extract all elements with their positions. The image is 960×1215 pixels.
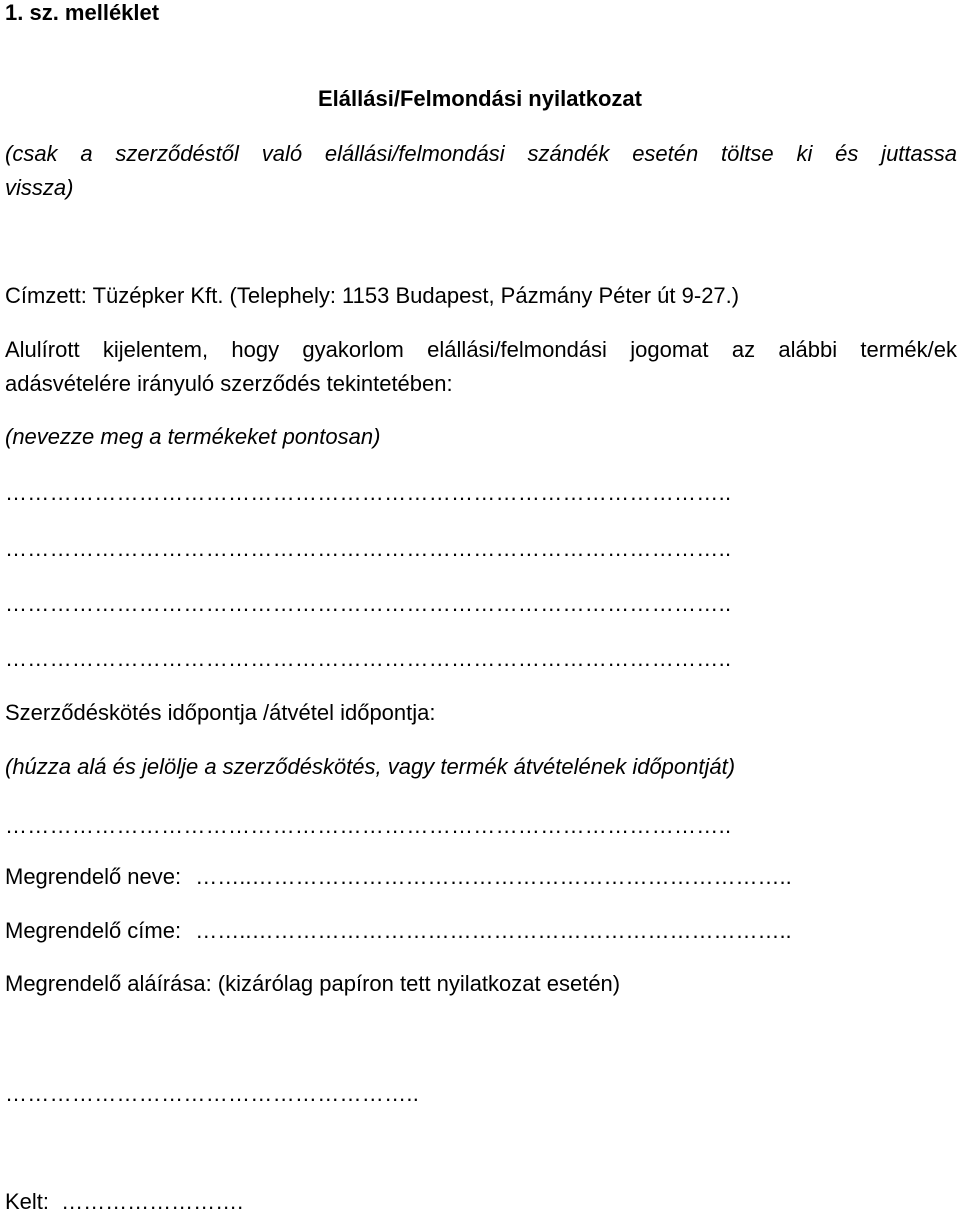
product-field-2[interactable]: …………………………………………………………………………………….. [5,536,732,561]
statement-paragraph [5,333,957,401]
statement-line-1: Alulírott kijelentem, hogy gyakorlom elállási/felmondási jogomat az alábbi termék/ek [5,337,957,362]
customer-address-row [5,918,792,944]
subtitle-line-1: (csak a szerződéstől való elállási/felmondási szándék esetén töltse ki és juttassa [5,141,957,166]
products-hint: (nevezze meg a termékeket pontosan) [5,424,381,449]
form-subtitle [5,137,957,205]
customer-address-label: Megrendelő címe: [5,918,182,943]
contract-date-field[interactable]: …………………………………………………………………………………….. [5,813,732,838]
customer-name-row [5,864,792,890]
customer-address-field[interactable]: ……..……………………………………………………………….. [195,918,792,943]
product-field-3[interactable]: …………………………………………………………………………………….. [5,591,732,616]
addressee-line: Címzett: Tüzépker Kft. (Telephely: 1153 Budapest, Pázmány Péter út 9-27.) [5,283,740,308]
contract-date-hint: (húzza alá és jelölje a szerződéskötés, vagy termék átvételének időpontját) [5,754,736,779]
date-field[interactable]: ……………………. [61,1189,244,1214]
form-title: Elállási/Felmondási nyilatkozat [318,86,642,111]
date-label: Kelt: [5,1189,50,1214]
contract-date-label: Szerződéskötés időpontja /átvétel időpontja: [5,700,436,725]
product-field-1[interactable]: …………………………………………………………………………………….. [5,480,732,505]
subtitle-line-2: vissza) [5,175,74,200]
statement-line-2: adásvételére irányuló szerződés tekintetében: [5,371,453,396]
appendix-label: 1. sz. melléklet [5,0,160,25]
date-row [5,1189,243,1215]
signature-label: Megrendelő aláírása: (kizárólag papíron tett nyilatkozat esetén) [5,971,621,996]
customer-name-field[interactable]: ……..……………………………………………………………….. [195,864,792,889]
product-field-4[interactable]: …………………………………………………………………………………….. [5,646,732,671]
signature-field[interactable]: ……………………………………………….. [5,1081,420,1106]
customer-name-label: Megrendelő neve: [5,864,182,889]
